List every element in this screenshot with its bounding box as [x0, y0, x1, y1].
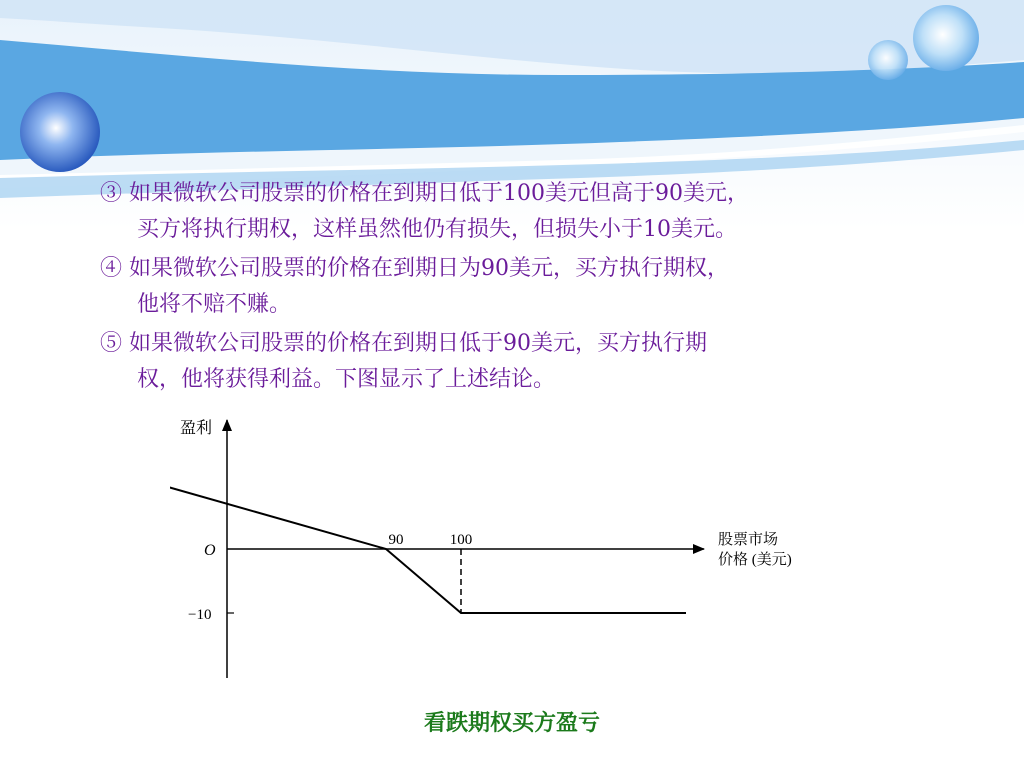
x-axis-label-line1: 股票市场: [718, 532, 779, 548]
bullet-list: [100, 176, 940, 401]
blue-orb-small: [868, 40, 908, 80]
x-tick-label-100: 100: [449, 532, 473, 548]
bullet-marker: ④: [100, 256, 123, 281]
origin-label: O: [204, 542, 216, 559]
y-axis-label: 盈利: [180, 420, 213, 437]
blue-orb-left: [20, 92, 100, 172]
chart-caption: 看跌期权买方盈亏: [423, 710, 600, 736]
y-tick-label: −10: [188, 607, 212, 623]
x-tick-label-90: 90: [388, 532, 404, 548]
bullet-text-line1: 如果微软公司股票的价格在到期日为90美元，买方执行期权，: [129, 256, 730, 281]
blue-orb-right: [913, 5, 979, 71]
bullet-item-5: [100, 326, 940, 398]
bullet-text-line2: 权，他将获得利益。下图显示了上述结论。: [137, 367, 556, 392]
bullet-text-line1: 如果微软公司股票的价格在到期日低于100美元但高于90美元，: [129, 181, 750, 206]
payoff-chart: [170, 410, 850, 700]
bullet-text-line2: 买方将执行期权，这样虽然他仍有损失，但损失小于10美元。: [137, 217, 737, 242]
bullet-text-line2: 他将不赔不赚。: [137, 292, 292, 317]
bullet-item-4: [100, 251, 940, 323]
bullet-marker: ③: [100, 181, 123, 206]
bullet-item-3: [100, 176, 940, 248]
bullet-text-line1: 如果微软公司股票的价格在到期日低于90美元，买方执行期: [129, 331, 708, 356]
bullet-marker: ⑤: [100, 331, 123, 356]
x-axis-label-line2: 价格 (美元): [718, 552, 792, 568]
